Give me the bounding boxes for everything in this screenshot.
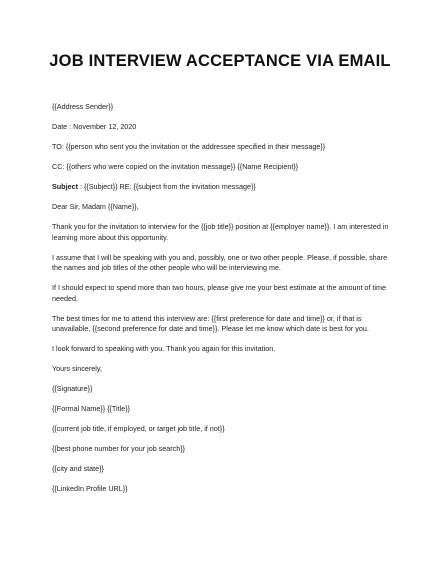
paragraph: The best times for me to attend this interview are: {{first preference for date and time}} or, if that is unavailable, {{second preference for date and time}}. Please let me know which date is best for you. (52, 313, 369, 333)
document-title: JOB INTERVIEW ACCEPTANCE VIA EMAIL (49, 52, 391, 70)
letter-body (52, 102, 392, 504)
cc-line: CC: {{others who were copied on the invitation message}} {{Name Recipient}} (52, 162, 299, 171)
to-line: TO: {{person who sent you the invitation or the addressee specified in their message}} (52, 142, 326, 151)
signature: {{Signature}} (52, 384, 93, 393)
city-state: {{city and state}} (52, 464, 104, 473)
paragraph: If I should expect to spend more than two hours, please give me your best estimate at the amount of time needed. (52, 283, 387, 303)
paragraph: Thank you for the invitation to interview for the {{job title}} position at {{employer name}}. I am interested in learning more about this opportunity. (52, 222, 389, 242)
subject-text: : {{Subject}} RE: {{subject from the invitation message}} (77, 182, 256, 191)
phone-number: {{best phone number for your job search}} (52, 444, 186, 453)
closing: Yours sincerely, (52, 364, 102, 373)
formal-name-title: {{Formal Name}} {{Title}} (52, 404, 131, 413)
subject-label: Subject (52, 182, 78, 191)
salutation: Dear Sir, Madam {{Name}}, (52, 202, 139, 211)
paragraph: I look forward to speaking with you. Thank you again for this invitation. (52, 344, 276, 353)
paragraph: I assume that I will be speaking with you and, possibly, one or two other people. Please, if possible, share the names and job titles of the other people who will be interviewing me. (52, 252, 388, 272)
subject-line (52, 182, 392, 193)
current-job-title: {{current job title, if employed, or target job title, if not}} (52, 424, 225, 433)
address-sender: {{Address Sender}} (52, 102, 114, 111)
date-line: Date : November 12, 2020 (52, 122, 137, 131)
linkedin-url: {{LinkedIn Profile URL}} (52, 484, 128, 493)
